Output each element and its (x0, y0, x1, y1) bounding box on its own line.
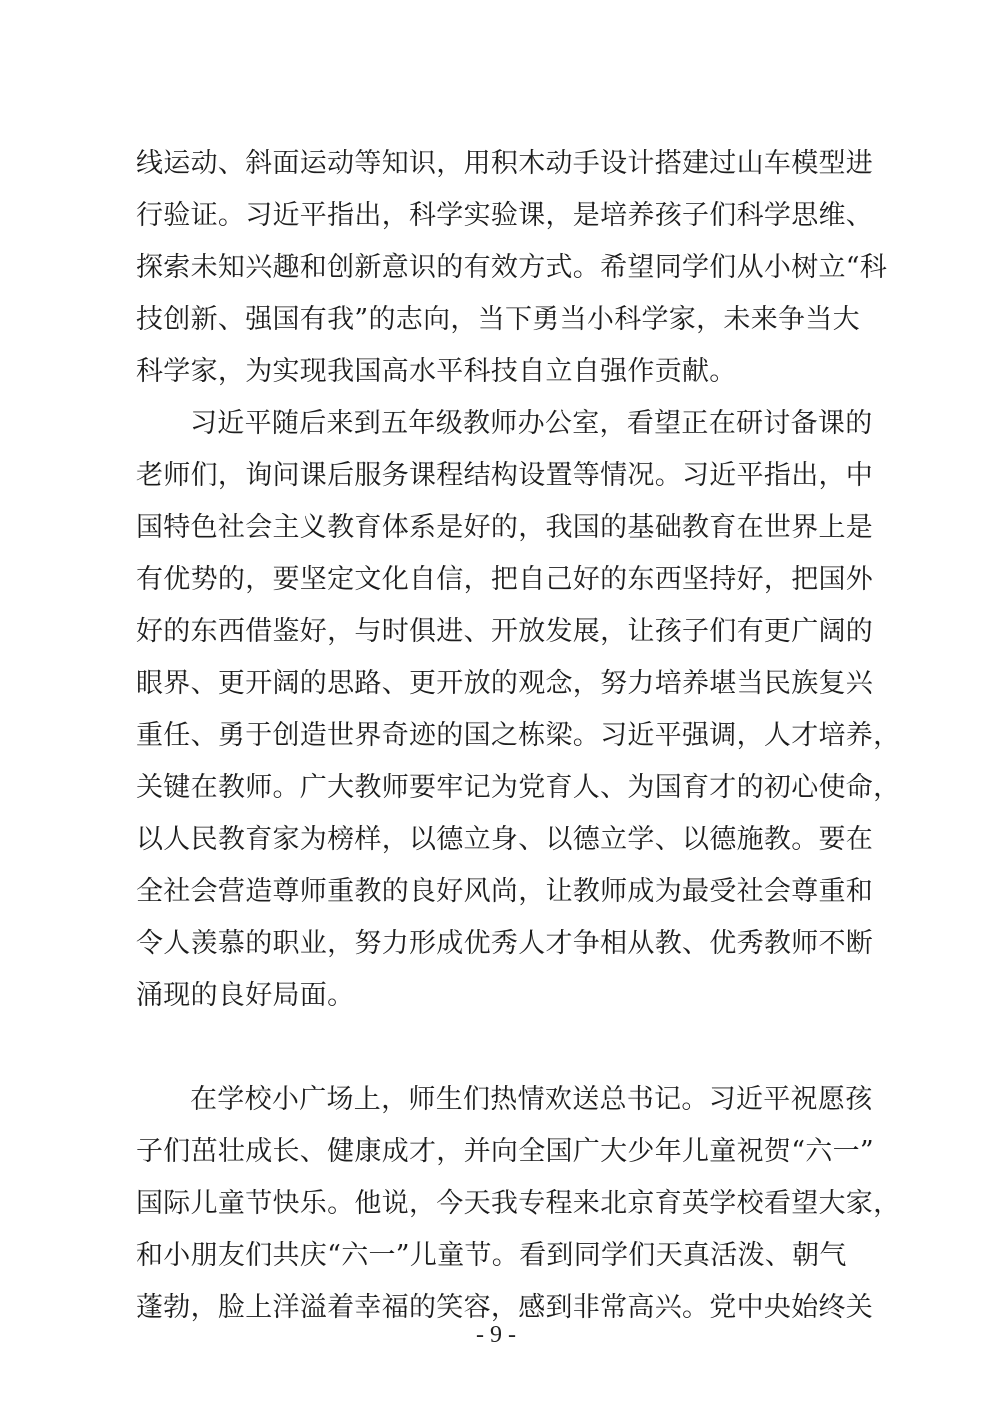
text-line (136, 1022, 860, 1074)
text-line: 关键在教师。广大教师要牢记为党育人、为国育才的初心使命， (136, 772, 901, 803)
paragraph-first-line: 习近平随后来到五年级教师办公室，看望正在研讨备课的 (190, 408, 873, 439)
text-line: 眼界、更开阔的思路、更开放的观念，努力培养堪当民族复兴 (136, 668, 874, 699)
text-line: 令人羡慕的职业，努力形成优秀人才争相从教、优秀教师不断 (136, 928, 874, 959)
text-line: 全社会营造尊师重教的良好风尚，让教师成为最受社会尊重和 (136, 876, 874, 907)
text-line: 涌现的良好局面。 (136, 980, 355, 1011)
text-line: 老师们，询问课后服务课程结构设置等情况。习近平指出，中 (136, 460, 874, 491)
text-line: 技创新、强国有我”的志向，当下勇当小科学家，未来争当大 (136, 304, 860, 335)
text-line: 蓬勃，脸上洋溢着幸福的笑容，感到非常高兴。党中央始终关 (136, 1292, 874, 1323)
text-line: 探索未知兴趣和创新意识的有效方式。希望同学们从小树立“科 (136, 252, 888, 283)
text-line: 重任、勇于创造世界奇迹的国之栋梁。习近平强调，人才培养， (136, 720, 901, 751)
text-line: 行验证。习近平指出，科学实验课，是培养孩子们科学思维、 (136, 200, 874, 231)
text-line: 国际儿童节快乐。他说，今天我专程来北京育英学校看望大家， (136, 1188, 901, 1219)
text-line: 有优势的，要坚定文化自信，把自己好的东西坚持好，把国外 (136, 564, 874, 595)
text-line: 和小朋友们共庆“六一”儿童节。看到同学们天真活泼、朝气 (136, 1240, 847, 1271)
paragraph-first-line: 在学校小广场上，师生们热情欢送总书记。习近平祝愿孩 (190, 1084, 873, 1115)
text-line: 线运动、斜面运动等知识，用积木动手设计搭建过山车模型进 (136, 148, 874, 179)
text-line: 以人民教育家为榜样，以德立身、以德立学、以德施教。要在 (136, 824, 874, 855)
text-line: 国特色社会主义教育体系是好的，我国的基础教育在世界上是 (136, 512, 874, 543)
text-line: 科学家，为实现我国高水平科技自立自强作贡献。 (136, 356, 737, 387)
text-line: 子们茁壮成长、健康成才，并向全国广大少年儿童祝贺“六一” (136, 1136, 875, 1167)
body-text (136, 138, 901, 1334)
text-line: 好的东西借鉴好，与时俱进、开放发展，让孩子们有更广阔的 (136, 616, 874, 647)
page-number: - 9 - (476, 1322, 516, 1348)
